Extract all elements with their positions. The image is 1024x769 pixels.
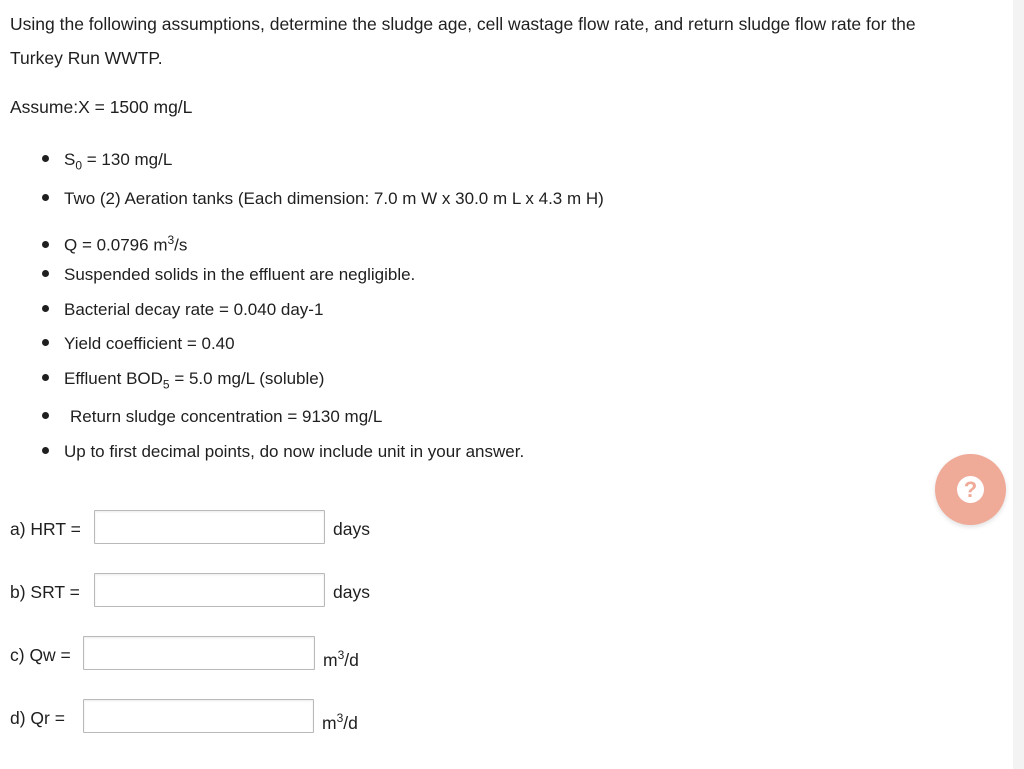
hrt-unit: days	[333, 519, 370, 539]
qw-unit: $m^3/d$	[323, 648, 359, 670]
bullet-icon	[42, 305, 49, 312]
bullet-icon	[42, 447, 49, 454]
question-intro: Using the following assumptions, determine the sludge age, cell wastage flow rate, and return sludge flow rate for the Turkey Run WWTP.	[10, 14, 916, 68]
qr-label: d) Qr =	[10, 708, 65, 728]
qr-unit: $m^3/d$	[322, 711, 358, 733]
srt-input[interactable]	[94, 573, 325, 607]
qw-input[interactable]	[83, 636, 315, 670]
list-item: Up to first decimal points, do now include unit in your answer.	[42, 437, 524, 467]
list-item: Effluent $BOD_5 = 5.0$ mg/L (soluble)	[42, 364, 324, 394]
assume-line: Assume:X = 1500 mg/L	[10, 97, 193, 117]
bullet-icon	[42, 155, 49, 162]
list-item: Return sludge concentration = 9130 mg/L	[42, 402, 382, 432]
question-icon: ?	[957, 476, 984, 503]
bullet-icon	[42, 241, 49, 248]
list-item: Q = 0.0796 $m^3/s$	[42, 225, 187, 255]
list-item: Suspended solids in the effluent are negligible.	[42, 260, 415, 290]
bullet-icon	[42, 270, 49, 277]
bullet-icon	[42, 412, 49, 419]
list-item: Yield coefficient = 0.40	[42, 329, 235, 359]
hrt-input[interactable]	[94, 510, 325, 544]
bullet-icon	[42, 339, 49, 346]
srt-label: b) SRT =	[10, 582, 80, 602]
scrollbar[interactable]	[1013, 0, 1024, 769]
list-item: $S_0 = 130$ mg/L	[42, 145, 172, 175]
hrt-label: a) HRT =	[10, 519, 81, 539]
srt-unit: days	[333, 582, 370, 602]
help-button[interactable]	[935, 454, 1006, 525]
bullet-icon	[42, 194, 49, 201]
list-item: Bacterial decay rate = 0.040 day-1	[42, 295, 323, 325]
bullet-icon	[42, 374, 49, 381]
list-item: Two (2) Aeration tanks (Each dimension: 7.0 m W x 30.0 m L x 4.3 m H)	[42, 184, 604, 214]
qw-label: c) Qw =	[10, 645, 71, 665]
qr-input[interactable]	[83, 699, 314, 733]
